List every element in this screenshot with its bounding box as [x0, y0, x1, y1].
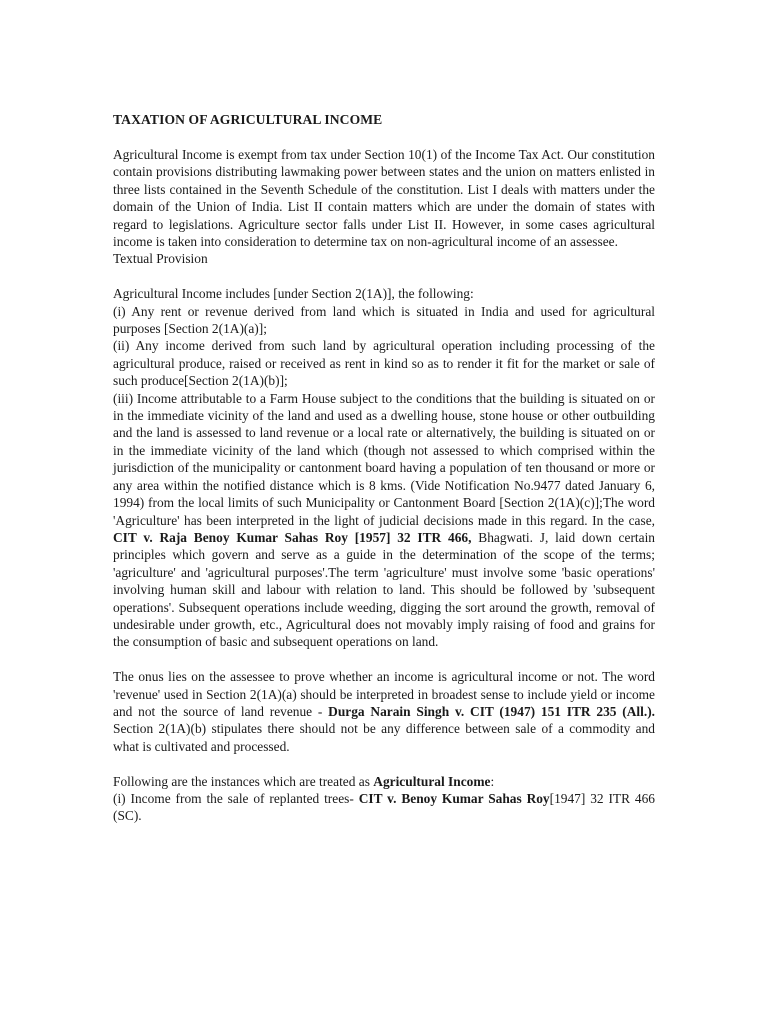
intro-paragraph: Agricultural Income is exempt from tax under Section 10(1) of the Income Tax Act. Our constitution contain provisions distributing lawmaking power between states and the union on matters enlisted in three lists contained in the Seventh Schedule of the constitution. List I deals with matters under the domain of the Union of India. List II contain matters which are under the domain of states with regard to legislations. Agriculture sector falls under List II. However, in some cases agricultural income is taken into consideration to determine tax on non-agricultural income of an assessee. [113, 147, 655, 250]
instances-intro [113, 773, 655, 790]
item-iii-text-b: Bhagwati. J, laid down certain principles which govern and serve as a guide in the determination of the scope of the terms; 'agriculture' and 'agricultural purposes'.The term 'agriculture' must involve some 'basic operations' involving human skill and labour with relation to land. This should be followed by 'subsequent operations'. Subsequent operations include weeding, digging the sort around the growth, removal of undesirable under growth, etc., Agricultural does not movably imply raising of food and grains for the consumption of basic and subsequent operations on land. [113, 529, 655, 650]
case-citation: Durga Narain Singh v. CIT (1947) 151 ITR 235 (All.). [328, 703, 656, 719]
document-title: TAXATION OF AGRICULTURAL INCOME [113, 112, 383, 127]
includes-intro: Agricultural Income includes [under Section 2(1A)], the following: [113, 286, 474, 302]
instance-1-text-a: (i) Income from the sale of replanted trees- [113, 790, 359, 806]
spacer [113, 268, 655, 285]
spacer [113, 755, 655, 772]
case-citation: CIT v. Raja Benoy Kumar Sahas Roy [1957] 32 ITR 466, [113, 529, 472, 545]
list-item-ii: (ii) Any income derived from such land by agricultural operation including processing of the agricultural produce, raised or received as rent in kind so as to render it fit for the market or sale of such produce[Section 2(1A)(b)]; [113, 338, 655, 389]
instances-text-b: : [490, 773, 495, 789]
onus-text-b: Section 2(1A)(b) stipulates there should not be any difference between sale of a commodity and what is cultivated and processed. [113, 721, 655, 754]
case-citation: CIT v. Benoy Kumar Sahas Roy [358, 790, 550, 806]
onus-text-a: The onus lies on the assessee to prove whether an income is agricultural income or not. The word 'revenue' used in Section 2(1A)(a) should be interpreted in broadest sense to include yield or income and not the source of land revenue - [113, 669, 655, 719]
item-iii-text-a: (iii) Income attributable to a Farm House subject to the conditions that the building is situated on or in the immediate vicinity of the land and used as a dwelling house, stone house or other outbuilding and the land is assessed to land revenue or a local rate or alternatively, the building is situated on or in the immediate vicinity of the land which (though not assessed to which comprised within the jurisdiction of the municipality or cantonment board having a population of ten thousand or more or any area within the notified distance which is 8 kms. (Vide Notification No.9477 dated January 6, 1994) from the local limits of such Municipality or Cantonment Board [Section 2(1A)(c)];The word 'Agriculture' has been interpreted in the light of judicial decisions made in this regard. In the case, [113, 390, 655, 528]
spacer [113, 651, 655, 668]
instance-item-1 [113, 790, 655, 825]
onus-paragraph [113, 668, 655, 755]
instance-1-text-b: [1947] 32 ITR 466 (SC). [113, 790, 656, 824]
document-page [113, 111, 655, 825]
instances-text-a: Following are the instances which are treated as [113, 773, 374, 789]
list-item-i: (i) Any rent or revenue derived from land which is situated in India and used for agricultural purposes [Section 2(1A)(a)]; [113, 303, 655, 337]
subheading-textual-provision: Textual Provision [113, 251, 208, 267]
instances-bold: Agricultural Income [373, 773, 491, 789]
list-item-iii [113, 390, 655, 651]
